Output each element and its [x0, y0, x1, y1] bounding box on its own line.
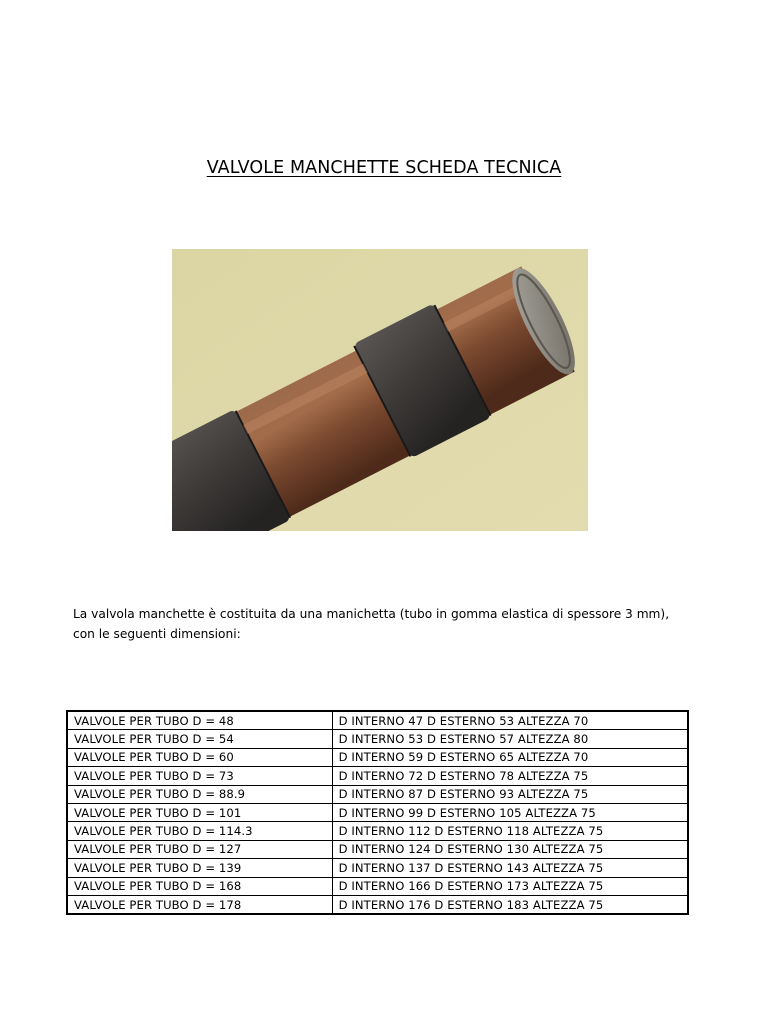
table-row	[67, 822, 688, 840]
pipe-diameter-cell: VALVOLE PER TUBO D = 60	[67, 748, 332, 766]
pipe-diameter-cell: VALVOLE PER TUBO D = 54	[67, 730, 332, 748]
pipe-diameter-cell: VALVOLE PER TUBO D = 114.3	[67, 822, 332, 840]
table-row	[67, 895, 688, 914]
pipe-diameter-cell: VALVOLE PER TUBO D = 168	[67, 877, 332, 895]
intro-text	[73, 604, 703, 644]
table-row	[67, 785, 688, 803]
spec-table	[66, 710, 689, 915]
intro-line-1: La valvola manchette è costituita da una manichetta (tubo in gomma elastica di spessore 3 mm),	[73, 607, 670, 621]
table-row	[67, 748, 688, 766]
pipe-diameter-cell: VALVOLE PER TUBO D = 48	[67, 711, 332, 730]
table-row	[67, 859, 688, 877]
valve-dimensions-cell: D INTERNO 176 D ESTERNO 183 ALTEZZA 75	[332, 895, 688, 914]
product-photo	[172, 249, 588, 531]
pipe-diameter-cell: VALVOLE PER TUBO D = 73	[67, 767, 332, 785]
pipe-diameter-cell: VALVOLE PER TUBO D = 139	[67, 859, 332, 877]
table-row	[67, 711, 688, 730]
valve-dimensions-cell: D INTERNO 99 D ESTERNO 105 ALTEZZA 75	[332, 803, 688, 821]
table-row	[67, 840, 688, 858]
document-title: VALVOLE MANCHETTE SCHEDA TECNICA	[206, 158, 562, 178]
table-row	[67, 803, 688, 821]
table-row	[67, 767, 688, 785]
table-row	[67, 730, 688, 748]
pipe-diameter-cell: VALVOLE PER TUBO D = 88.9	[67, 785, 332, 803]
pipe-diameter-cell: VALVOLE PER TUBO D = 178	[67, 895, 332, 914]
valve-dimensions-cell: D INTERNO 53 D ESTERNO 57 ALTEZZA 80	[332, 730, 688, 748]
valve-dimensions-cell: D INTERNO 112 D ESTERNO 118 ALTEZZA 75	[332, 822, 688, 840]
table-row	[67, 877, 688, 895]
intro-line-2: con le seguenti dimensioni:	[73, 627, 241, 641]
valve-dimensions-cell: D INTERNO 87 D ESTERNO 93 ALTEZZA 75	[332, 785, 688, 803]
valve-dimensions-cell: D INTERNO 59 D ESTERNO 65 ALTEZZA 70	[332, 748, 688, 766]
valve-dimensions-cell: D INTERNO 137 D ESTERNO 143 ALTEZZA 75	[332, 859, 688, 877]
valve-dimensions-cell: D INTERNO 72 D ESTERNO 78 ALTEZZA 75	[332, 767, 688, 785]
valve-dimensions-cell: D INTERNO 166 D ESTERNO 173 ALTEZZA 75	[332, 877, 688, 895]
pipe-diameter-cell: VALVOLE PER TUBO D = 127	[67, 840, 332, 858]
valve-dimensions-cell: D INTERNO 124 D ESTERNO 130 ALTEZZA 75	[332, 840, 688, 858]
pipe-diameter-cell: VALVOLE PER TUBO D = 101	[67, 803, 332, 821]
valve-dimensions-cell: D INTERNO 47 D ESTERNO 53 ALTEZZA 70	[332, 711, 688, 730]
